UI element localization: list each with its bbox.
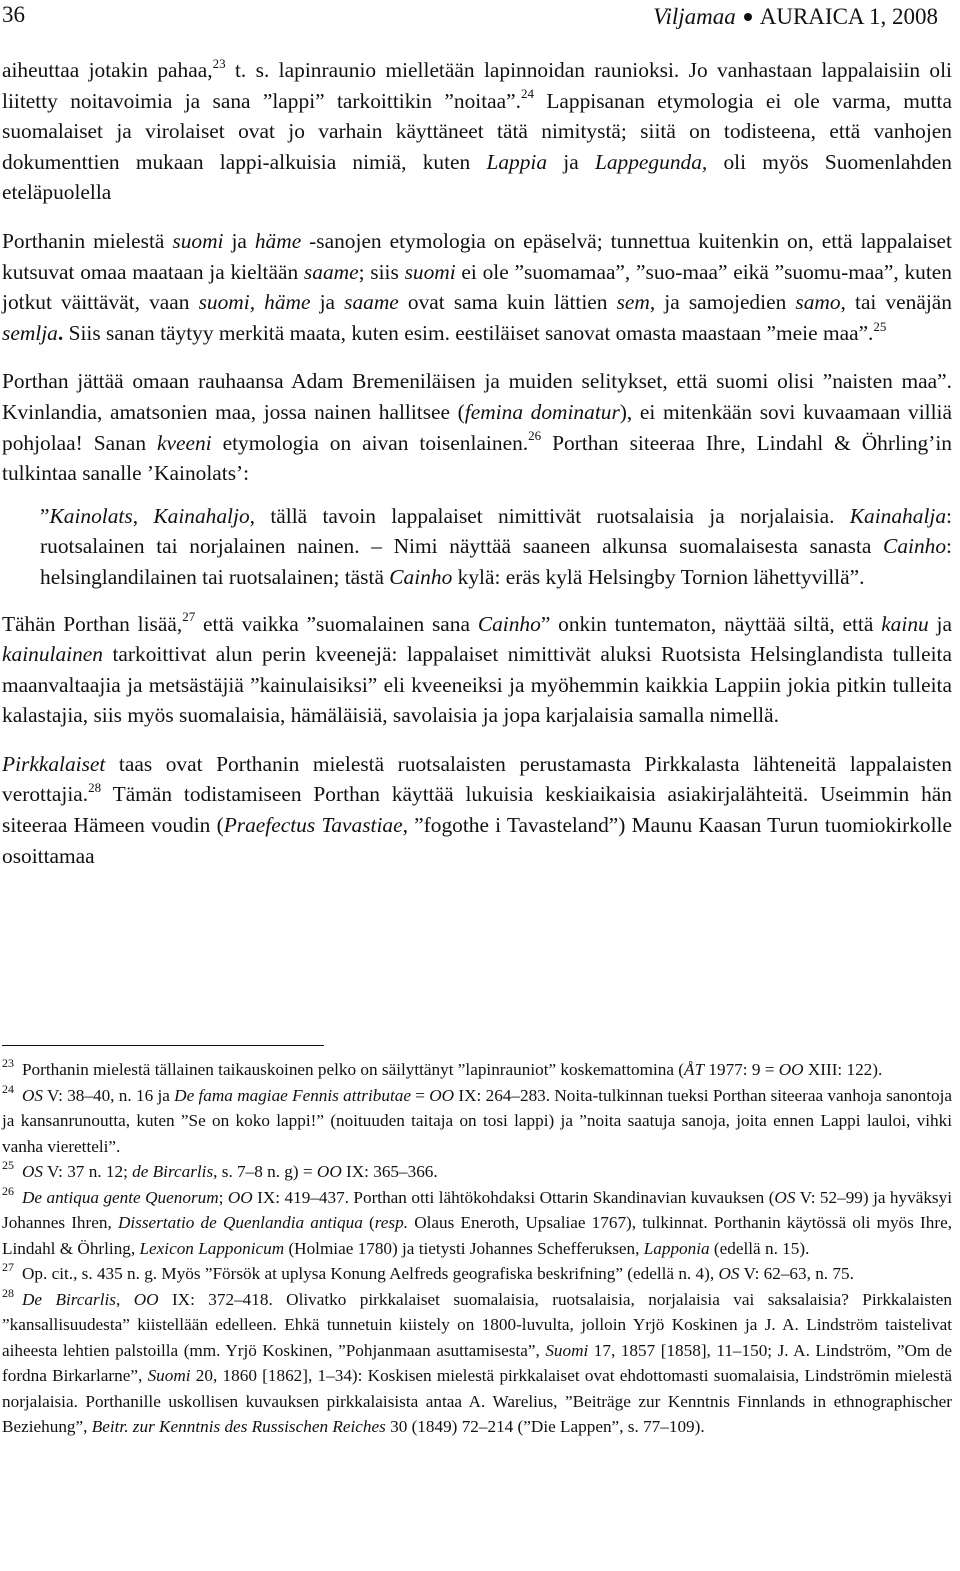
author-name: Viljamaa [653,4,736,29]
block-quote: ”Kainolats, Kainahaljo, tällä tavoin lappalaiset nimittivät ruotsalaisia ja norjalaisia. Kainahalja: ruotsalainen tai norjalainen nainen. – Nimi näyttää saaneen alkunsa suomalaisesta sanasta Cainho: helsinglandilainen tai ruotsalainen; tästä Cainho kylä: eräs kylä Helsingby Tornion lähettyvillä”. [40,503,952,589]
footnote: $^{26}$ De antiqua gente Quenorum; OO IX: 419–437. Porthan otti lähtökohdaksi Ottarin Skandinavian kuvauksen (OS V: 52–99) ja hyväksyi Johannes Ihren, Dissertatio de Quenlandia antiqua (resp. Olaus Eneroth, Upsaliae 1767), tulkinnat. Porthanin käytössä oli myös Ihre, Lindahl & Öhrling, Lexicon Lapponicum (Holmiae 1780) ja tietysti Johannes Schefferuksen, Lapponia (edellä n. 15). [2,1183,952,1258]
paragraph: Porthan jättää omaan rauhaansa Adam Bremeniläisen ja muiden selitykset, että suomi olisi ”naisten maa”. Kvinlandia, amatsonien maa, jossa nainen hallitsee (femina dominatur), ei mitenkään sovi kuvaamaan villiä pohjolaa! Sanan kveeni etymologia on aivan toisenlainen.$^{26}$ Porthan siteeraa Ihre, Lindahl & Öhrling’in tulkintaa sanalle ’Kainolats’: [2,369,953,486]
paragraph: Porthanin mielestä suomi ja häme -sanojen etymologia on epäselvä; tunnettua kuitenkin on, että lappalaiset kutsuvat omaa maataan ja kieltään saame; siis suomi ei ole ”suomamaa”, ”suo-maa” eikä ”suomu-maa”, kuten jotkut väittävät, vaan suomi, häme ja saame ovat sama kuin lättien sem, ja samojedien samo, tai venäjän semlja. Siis sanan täytyy merkitä maata, kuten esim. eestiläiset sanovat omasta maastaan ”meie maa”.$^{25}$ [2,228,952,345]
footnote: $^{27}$ Op. cit., s. 435 n. g. Myös ”Försök at uplysa Konung Aelfreds geografiska beskrifning” (edellä n. 4), OS V: 62–63, n. 75. [2,1260,854,1283]
footnote-divider [2,1045,324,1046]
footnote: $^{23}$ Porthanin mielestä tällainen taikauskoinen pelko on säilyttänyt ”lapinrauniot” koskemattomina (ÅT 1977: 9 = OO XIII: 122). [2,1056,883,1079]
footnote: $^{24}$ OS V: 38–40, n. 16 ja De fama magiae Fennis attributae = OO IX: 264–283. Noita-tulkinnan tueksi Porthan siteeraa vanhoja sanontoja ja kansanrunoutta, kuten ”Se on koko lappi!” (noituuden taitaja on tosi lappi) ja ”noita saatuja sanoja, joita ennen Lappi lauloi, vihki vanha vieretteli”. [2,1081,952,1156]
paragraph: aiheuttaa jotakin pahaa,$^{23}$ t. s. lapinraunio mielletään lapinnoidan raunioksi. Jo vanhastaan lappalaisiin oli liitetty noitavoimia ja sana ”lappi” tarkoittikin ”noitaa”.$^{24}$ Lappisanan etymologia ei ole varma, mutta suomalaiset ja virolaiset ovat jo varhain käyttäneet tätä nimitystä; siitä on todisteena, että vanhojen dokumenttien mukaan lappi-alkuisia nimiä, kuten Lappia ja Lappegunda, oli myös Suomenlahden eteläpuolella [2,55,952,205]
main-text [2,55,952,871]
footnote: $^{25}$ OS V: 37 n. 12; de Bircarlis, s. 7–8 n. g) = OO IX: 365–366. [2,1158,438,1181]
footnote: $^{28}$ De Bircarlis, OO IX: 372–418. Olivatko pirkkalaiset suomalaisia, ruotsalaisia, norjalaisia vai saksalaisia? Pirkkalaisten ”kansallisuudesta” kiistellään edelleen. Ehkä tunnetuin kiistely on 1800-luvulta, jolloin Yrjö Koskinen ja J. A. Lindström taistelivat aiheesta lehtien palstoilla (mm. Yrjö Koskinen, ”Pohjanmaan asuttamisesta”, Suomi 17, 1857 [1858], 11–150; J. A. Lindström, ”Om de fordna Birkarlarne”, Suomi 20, 1860 [1862], 1–34): Koskisen mielestä pirkkalaiset ovat ehdottomasti suomalaisia, Lindströmin mielestä norjalaisia. Porthanille uskollisen kuvauksen pirkkalaisista antaa A. Warelius, ”Beiträge zur Kenntnis Finnlands in ethnographischer Beziehung”, Beitr. zur Kenntnis des Russischen Reiches 30 (1849) 72–214 (”Die Lappen”, s. 77–109). [2,1285,952,1436]
paragraph: Tähän Porthan lisää,$^{27}$ että vaikka ”suomalainen sana Cainho” onkin tuntematon, näyttää siltä, että kainu ja kainulainen tarkoittivat alun perin kveenejä: lappalaiset nimittivät aluksi Ruotsista Helsinglandista tulleita maanvaltaajia ja metsästäjiä ”kainulaisiksi” eli kveeneiksi ja myöhemmin kaikkia Lappiin jokia pitkin tulleita kalastajia, siis myös suomalaisia, hämäläisiä, savolaisia ja jopa karjalaisia samalla nimellä. [2,609,952,728]
running-header [2,2,938,42]
journal-issue: AURAICA 1, 2008 [759,4,938,29]
bullet-icon [744,13,752,21]
journal-title [653,4,938,30]
paragraph: Pirkkalaiset taas ovat Porthanin mielestä ruotsalaisten perustamasta Pirkkalasta lähteneitä lappalaisten verottajia.$^{28}$ Tämän todistamiseen Porthan käyttää lukuisia keskiaikaisia asiakirjalähteitä. Useimmin hän siteeraa Hämeen voudin (Praefectus Tavastiae, ”fogothe i Tavasteland”) Maunu Kaasan Turun tuomiokirkolle osoittamaa [2,751,952,868]
page-number: 36 [2,2,25,27]
footnotes [2,1057,952,1440]
